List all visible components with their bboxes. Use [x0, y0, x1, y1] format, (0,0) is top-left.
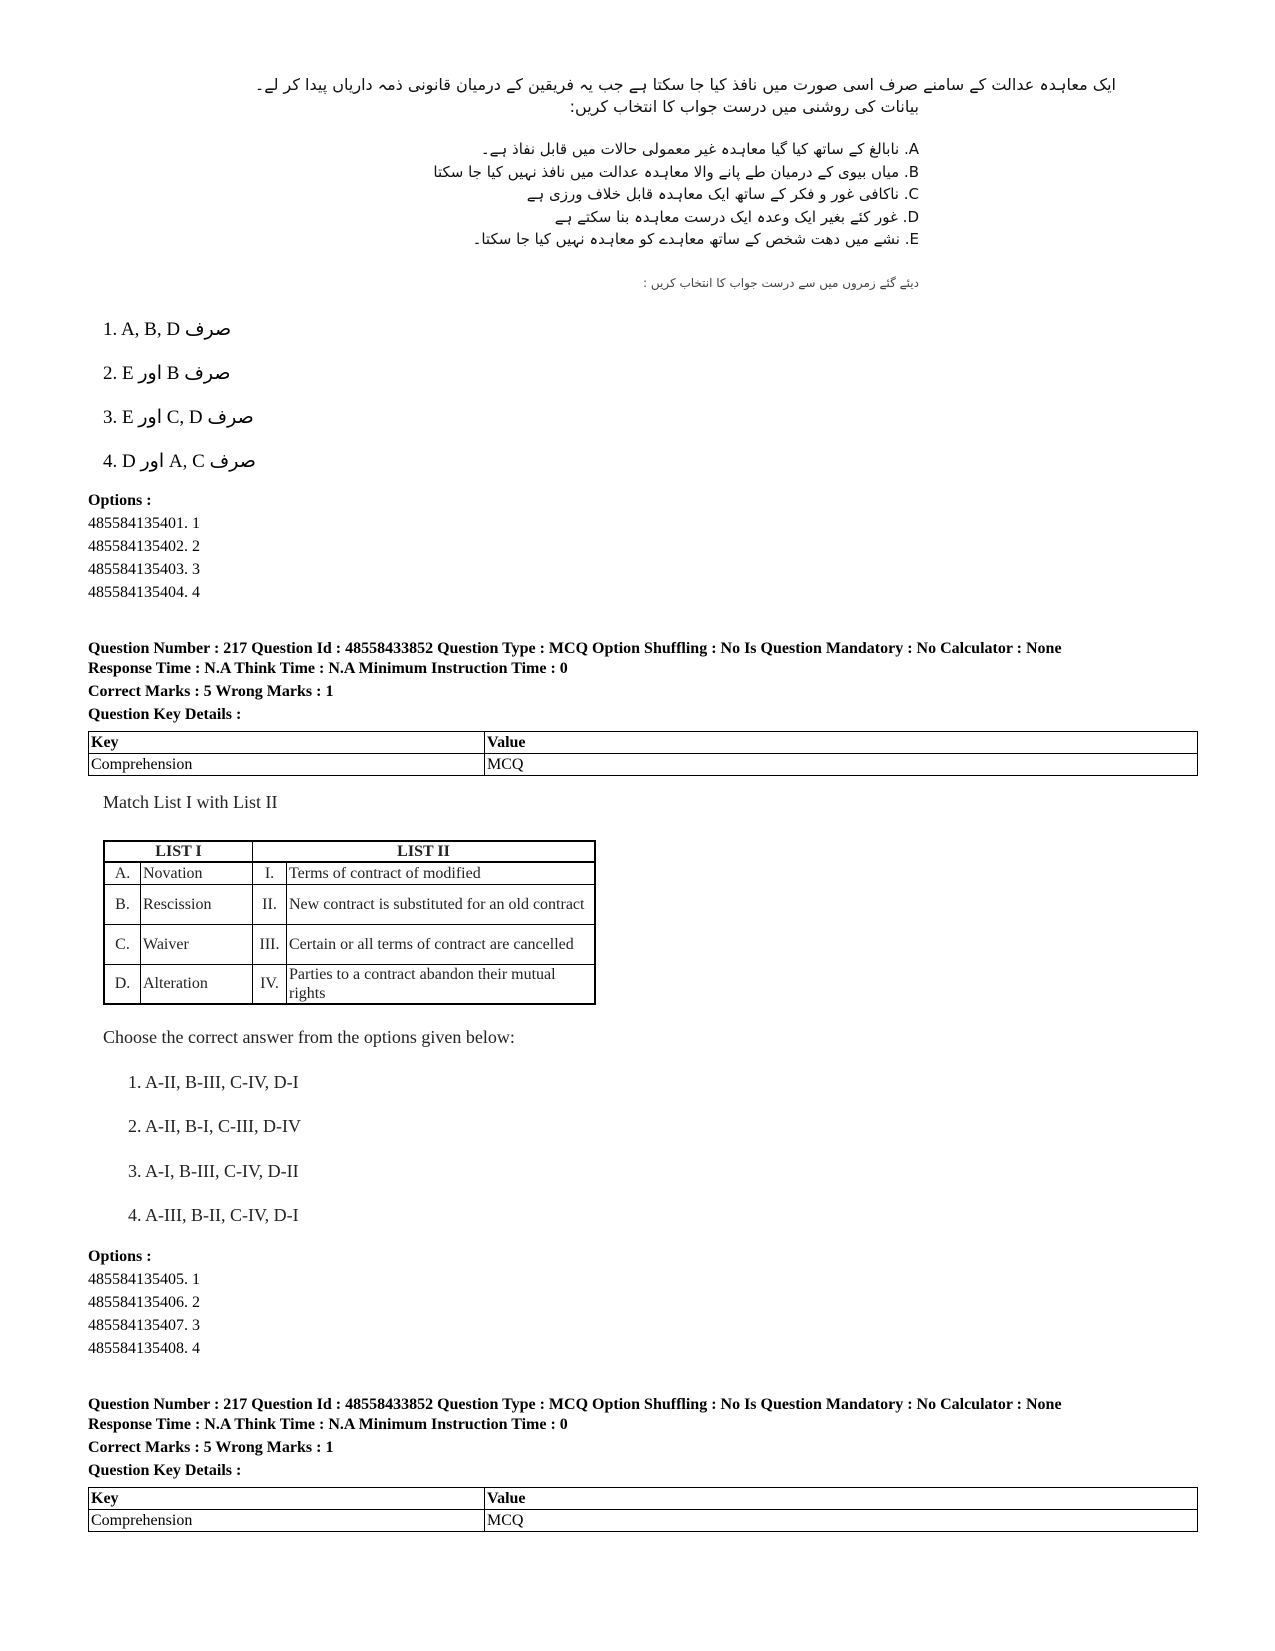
option-id: 485584135407. 3 — [88, 1317, 200, 1334]
option-id: 485584135402. 2 — [88, 538, 200, 555]
list1-item: Waiver — [141, 924, 253, 964]
list1-header: LIST I — [104, 841, 253, 862]
answer-choice: 3. A-I, B-III, C-IV, D-II — [128, 1161, 299, 1181]
list2-item: New contract is substituted for an old contract — [287, 884, 596, 924]
list-label: II. — [253, 884, 287, 924]
key-details-table-q3 — [88, 1487, 1198, 1532]
list-label: I. — [253, 862, 287, 884]
urdu-stem-line: ایک معاہدہ عدالت کے سامنے صرف اسی صورت میں نافذ کیا جا سکتا ہے جب یہ فریقین کے درمیان قانونی ذمہ داریاں پیدا کر لے۔ — [254, 75, 1116, 94]
table-header-value: Value — [485, 732, 1198, 754]
list1-item: Novation — [141, 862, 253, 884]
list2-item: Certain or all terms of contract are cancelled — [287, 924, 596, 964]
statement-c: C. ناکافی غور و فکر کے ساتھ ایک معاہدہ قابل خلاف ورزی ہے — [526, 185, 919, 203]
option-id: 485584135404. 4 — [88, 584, 200, 601]
marks-line: Correct Marks : 5 Wrong Marks : 1 — [88, 1439, 334, 1456]
urdu-instruction — [643, 276, 919, 290]
question-meta-q3 — [88, 1395, 1062, 1481]
meta-line-1: Question Number : 217 Question Id : 48558433852 Question Type : MCQ Option Shuffling : No Is Question Mandatory : No Calculator : None — [88, 1396, 1062, 1413]
marks-line: Correct Marks : 5 Wrong Marks : 1 — [88, 683, 334, 700]
question-meta-q2 — [88, 639, 1062, 725]
meta-line-1: Question Number : 217 Question Id : 48558433852 Question Type : MCQ Option Shuffling : No Is Question Mandatory : No Calculator : None — [88, 640, 1062, 657]
match-list-title: Match List I with List II — [103, 792, 278, 812]
answer-choice: 2. A-II, B-I, C-III, D-IV — [128, 1116, 301, 1136]
list-label: D. — [104, 964, 141, 1004]
statement-e: E. نشے میں دھت شخص کے ساتھ معاہدے کو معاہدہ نہیں کیا جا سکتا۔ — [472, 230, 919, 248]
list-label: A. — [104, 862, 141, 884]
option-id: 485584135403. 3 — [88, 561, 200, 578]
statement-d: D. غور کئے بغیر ایک وعدہ ایک درست معاہدہ بنا سکتے ہے — [554, 207, 919, 226]
options-block-q2 — [88, 1245, 200, 1360]
list-label: IV. — [253, 964, 287, 1004]
options-block-q1 — [88, 489, 200, 604]
statement-a: A. نابالغ کے ساتھ کیا گیا معاہدہ غیر معمولی حالات میں قابل نفاذ ہے۔ — [480, 140, 919, 158]
statement-b: B. میاں بیوی کے درمیان طے پانے والا معاہدہ عدالت میں نافذ نہیں کیا جا سکتا — [433, 162, 919, 181]
option-id: 485584135401. 1 — [88, 515, 200, 532]
options-label: Options : — [88, 492, 152, 509]
instruction-text: دیئے گئے زمروں میں سے درست جواب کا انتخاب کریں : — [642, 276, 919, 290]
list2-header: LIST II — [253, 841, 596, 862]
option-id: 485584135408. 4 — [88, 1340, 200, 1357]
list1-item: Alteration — [141, 964, 253, 1004]
urdu-stem-line: بیانات کی روشنی میں درست جواب کا انتخاب کریں: — [569, 97, 919, 116]
answer-option: 3. E اور C, D صرف — [103, 406, 254, 428]
meta-line-2: Response Time : N.A Think Time : N.A Minimum Instruction Time : 0 — [88, 1416, 568, 1433]
key-details-label: Question Key Details : — [88, 1462, 242, 1479]
option-id: 485584135405. 1 — [88, 1271, 200, 1288]
answer-option: 2. E اور B صرف — [103, 362, 231, 384]
choose-instruction: Choose the correct answer from the options given below: — [103, 1027, 515, 1047]
list2-item: Terms of contract of modified — [287, 862, 596, 884]
key-details-label: Question Key Details : — [88, 706, 242, 723]
option-id: 485584135406. 2 — [88, 1294, 200, 1311]
table-header-key: Key — [89, 1488, 485, 1510]
list1-item: Rescission — [141, 884, 253, 924]
answer-option: 1. A, B, D صرف — [103, 318, 232, 340]
answer-choice: 4. A-III, B-II, C-IV, D-I — [128, 1205, 299, 1225]
urdu-question-stem — [254, 74, 1116, 118]
table-header-value: Value — [485, 1488, 1198, 1510]
meta-line-2: Response Time : N.A Think Time : N.A Minimum Instruction Time : 0 — [88, 660, 568, 677]
list-label: B. — [104, 884, 141, 924]
table-cell-key: Comprehension — [89, 1510, 485, 1532]
table-cell-key: Comprehension — [89, 754, 485, 776]
answer-choice: 1. A-II, B-III, C-IV, D-I — [128, 1072, 299, 1092]
list-label: C. — [104, 924, 141, 964]
table-cell-value: MCQ — [485, 754, 1198, 776]
answer-option: 4. D اور A, C صرف — [103, 450, 256, 472]
options-label: Options : — [88, 1248, 152, 1265]
table-header-key: Key — [89, 732, 485, 754]
table-cell-value: MCQ — [485, 1510, 1198, 1532]
list2-item: Parties to a contract abandon their mutual rights — [287, 964, 596, 1004]
key-details-table-q2 — [88, 731, 1198, 776]
list-label: III. — [253, 924, 287, 964]
match-list-table — [103, 840, 596, 1005]
urdu-statements — [433, 138, 919, 251]
